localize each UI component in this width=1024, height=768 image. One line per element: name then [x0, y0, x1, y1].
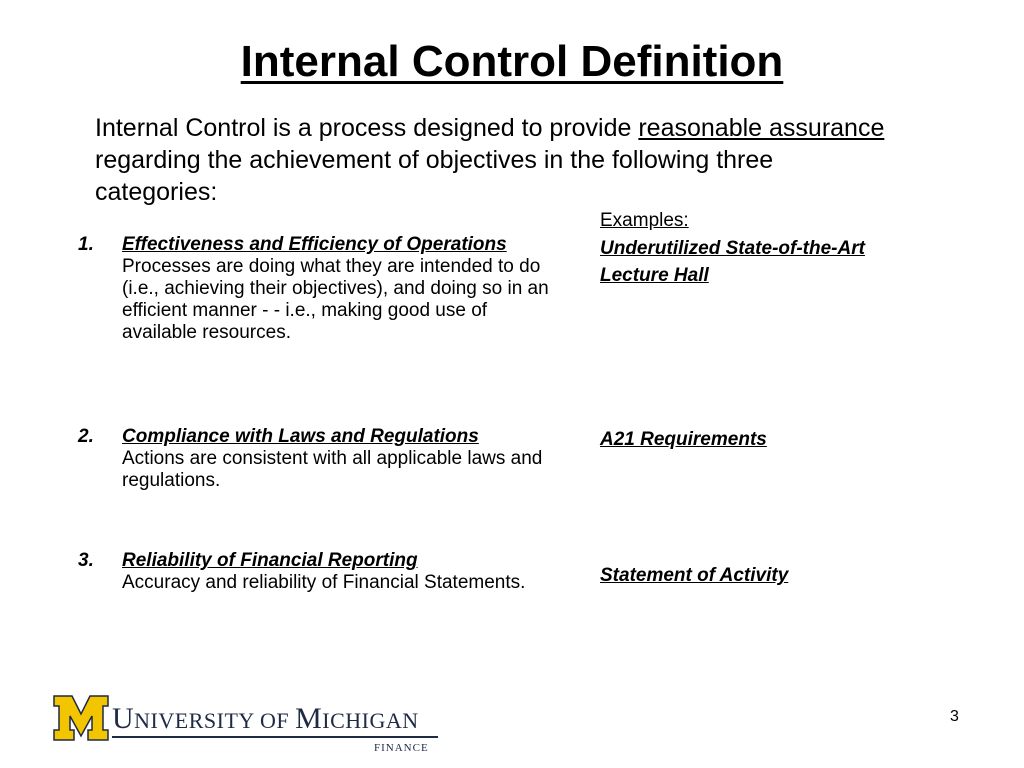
category-3-heading: Reliability of Financial Reporting: [122, 550, 418, 571]
category-1-number: 1.: [78, 234, 94, 255]
example-item-3-wrap: [600, 562, 940, 590]
logo-name-part2: NIVERSITY OF: [134, 708, 296, 733]
category-3-number: 3.: [78, 550, 94, 571]
category-3-text: Accuracy and reliability of Financial Statements.: [122, 572, 526, 593]
category-3: [78, 550, 550, 594]
category-2-text: Actions are consistent with all applicable laws and regulations.: [122, 448, 543, 491]
block-m-logo-icon: [52, 692, 110, 744]
category-2-number: 2.: [78, 426, 94, 447]
examples-block: [600, 207, 940, 289]
example-item-3: Statement of Activity: [600, 565, 789, 586]
category-2: [78, 426, 550, 492]
category-1-body: [122, 234, 550, 344]
slide-title: Internal Control Definition: [240, 37, 784, 86]
example-item-2: A21 Requirements: [600, 429, 767, 450]
intro-emphasis: reasonable assurance: [638, 114, 885, 142]
logo-name-part4: ICHIGAN: [322, 708, 419, 733]
logo-divider: [112, 736, 438, 738]
university-logo: [50, 690, 450, 760]
examples-label: Examples:: [600, 210, 689, 231]
example-item-1: Underutilized State-of-the-Art Lecture Hall: [600, 238, 865, 286]
category-3-body: [122, 550, 550, 594]
intro-paragraph: [95, 112, 895, 208]
category-2-heading: Compliance with Laws and Regulations: [122, 426, 479, 447]
page-number: 3: [950, 708, 959, 725]
intro-text-end: regarding the achievement of objectives in the following three categories:: [95, 146, 774, 206]
logo-name-part3: M: [295, 702, 323, 735]
logo-wordmark: [112, 702, 419, 736]
logo-subtitle: FINANCE: [374, 742, 429, 754]
category-1: [78, 234, 550, 344]
category-1-heading: Effectiveness and Efficiency of Operations: [122, 234, 507, 255]
intro-text-start: Internal Control is a process designed to provide: [95, 114, 639, 142]
logo-name-part1: U: [112, 702, 135, 735]
example-item-2-wrap: [600, 426, 940, 454]
category-2-body: [122, 426, 550, 492]
category-1-text: Processes are doing what they are intended to do (i.e., achieving their objectives), and doing so in an efficient manner - - i.e., making good use of available resources.: [122, 256, 549, 343]
